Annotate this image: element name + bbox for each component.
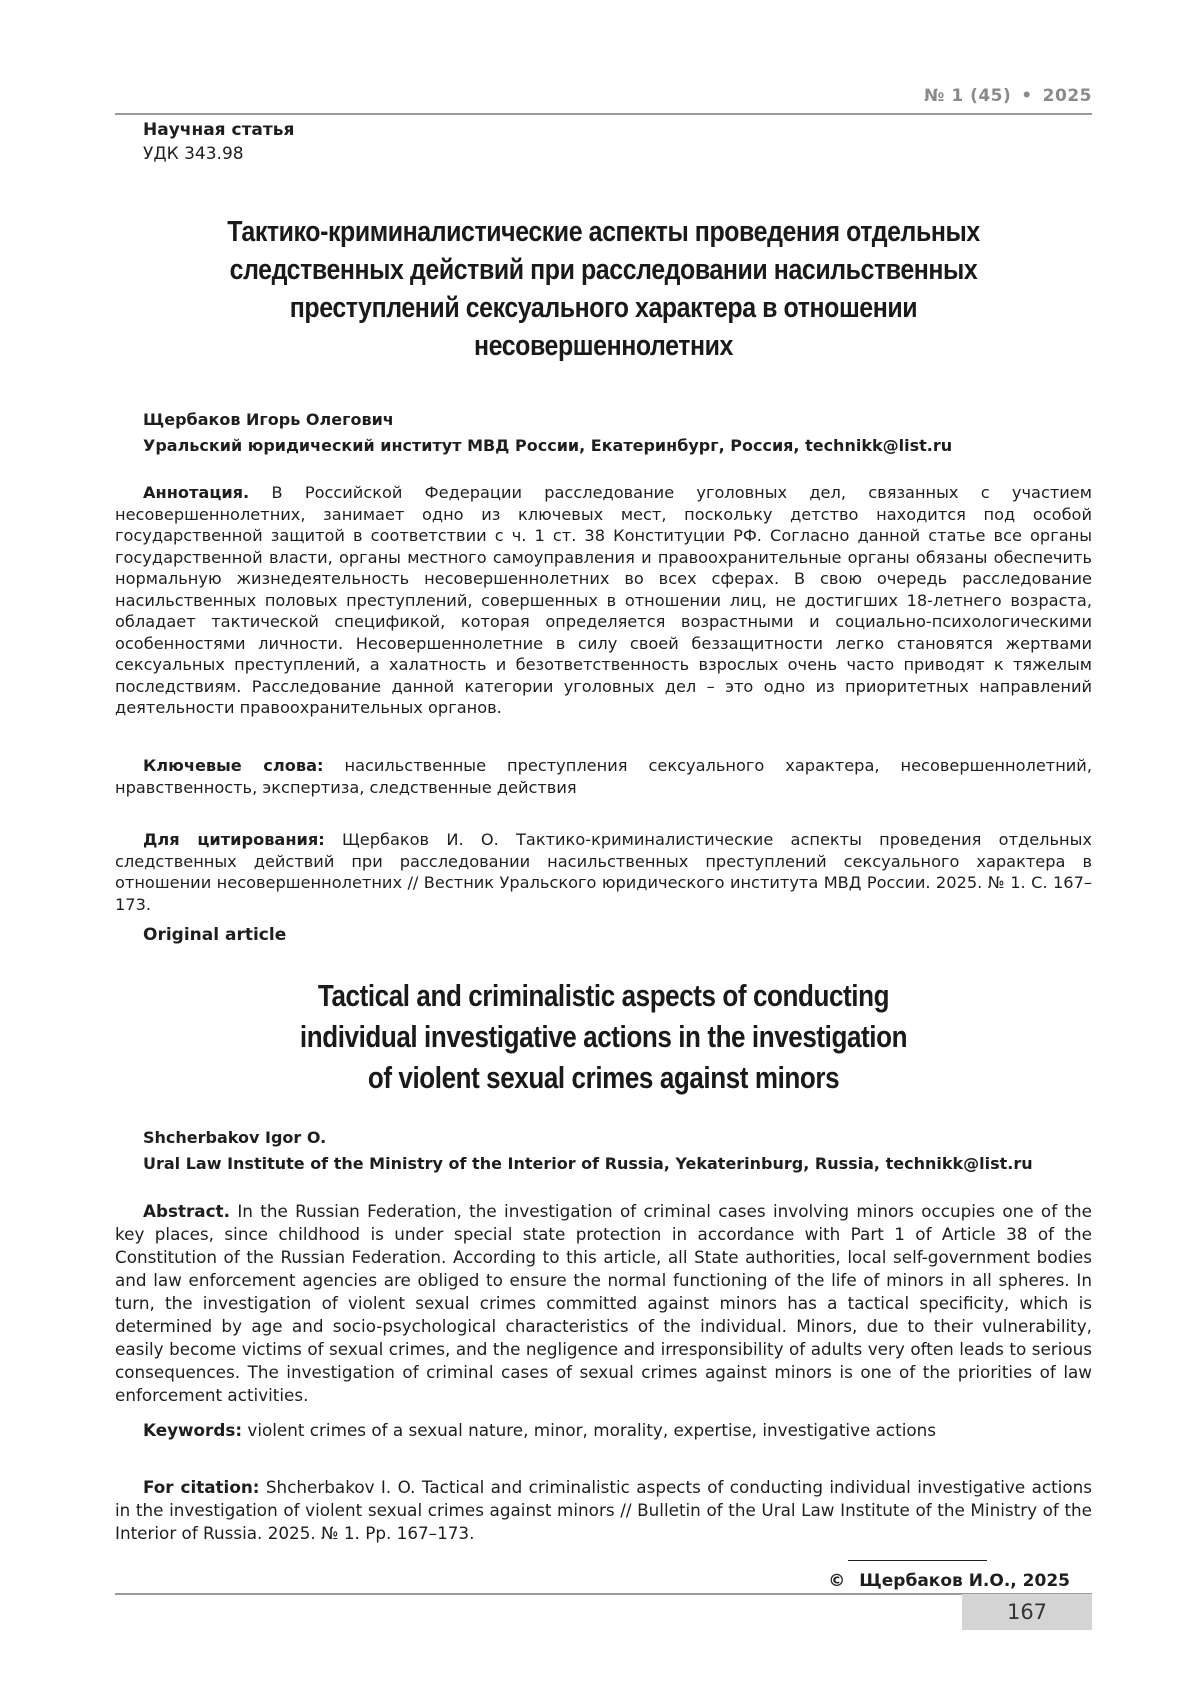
keywords-ru-text: насильственные преступления сексуального характера, несовершеннолетний, нравственность, экспертиза, следственные действия [115,756,1092,797]
title-en-line: of violent sexual crimes against minors [367,1060,840,1095]
udc-code: УДК 343.98 [143,144,244,164]
abstract-ru-label: Аннотация. [143,483,250,502]
copyright-notice [828,1571,1070,1591]
author-name-ru: Щербаков Игорь Олегович [143,410,394,429]
citation-en [115,1476,1092,1545]
keywords-ru [115,755,1092,798]
affiliation-en: Ural Law Institute of the Ministry of the Interior of Russia, Yekaterinburg, Russia, technikk@list.ru [143,1154,1033,1173]
citation-ru [115,829,1092,915]
title-en-line: Tactical and criminalistic aspects of conducting [317,978,890,1013]
keywords-en [115,1419,1092,1442]
abstract-en-text: In the Russian Federation, the investigation of criminal cases involving minors occupies one of the key places, since childhood is under special state protection in accordance with Part 1 of Article 38 of the Constitution of the Russian Federation. According to this article, all State authorities, local self-government bodies and law enforcement agencies are obliged to ensure the normal functioning of the life of minors in all spheres. In turn, the investigation of violent sexual crimes committed against minors has a tactical specificity, which is determined by age and socio-psychological characteristics of the individual. Minors, due to their vulnerability, easily become victims of sexual crimes, and the negligence and irresponsibility of adults very often leads to serious consequences. The investigation of criminal cases of sexual crimes against minors is one of the priorities of law enforcement activities. [115,1201,1092,1405]
copyright-icon: © [828,1571,846,1591]
citation-en-label: For citation: [143,1477,260,1497]
issue-header [924,86,1092,106]
footnote-divider [848,1560,987,1561]
citation-ru-label: Для цитирования: [143,830,325,849]
title-en [193,975,1014,1098]
abstract-ru [115,482,1092,719]
title-ru-line: несовершеннолетних [473,330,734,362]
copyright-text: Щербаков И.О., 2025 [859,1571,1070,1591]
header-separator: • [1021,86,1033,106]
issue-number: № 1 (45) [923,86,1012,106]
citation-ru-text: Щербаков И. О. Тактико-криминалистические аспекты проведения отдельных следственных действий при расследовании насильственных преступлений сексуального характера в отношении несовершеннолетних // Вестник Уральского юридического института МВД России. 2025. № 1. С. 167–173. [115,830,1092,914]
abstract-ru-text: В Российской Федерации расследование уголовных дел, связанных с участием несовершеннолетних, занимает одно из ключевых мест, поскольку детство находится под особой государственной защитой в соответствии с ч. 1 ст. 38 Конституции РФ. Согласно данной статье все органы государственной власти, органы местного самоуправления и правоохранительные органы обязаны обеспечить нормальную жизнедеятельность несовершеннолетних во всех сферах. В свою очередь расследование насильственных половых преступлений, совершенных в отношении лиц, не достигших 18-летнего возраста, обладает тактической спецификой, которая определяется возрастными и социально-психологическими особенностями личности. Несовершеннолетние в силу своей беззащитности легко становятся жертвами сексуальных преступлений, а халатность и безответственность взрослых очень часто приводят к тяжелым последствиям. Расследование данной категории уголовных дел – это одно из приоритетных направлений деятельности правоохранительных органов. [115,483,1092,717]
title-ru-line: преступлений сексуального характера в отношении [289,292,918,324]
abstract-en-label: Abstract. [143,1201,230,1221]
title-ru [183,213,1023,365]
article-type-ru: Научная статья [143,120,295,140]
affiliation-ru: Уральский юридический институт МВД России, Екатеринбург, Россия, technikk@list.ru [143,436,953,455]
author-name-en: Shcherbakov Igor O. [143,1128,327,1147]
title-ru-line: следственных действий при расследовании насильственных [229,254,978,286]
citation-en-text: Shcherbakov I. O. Tactical and criminalistic aspects of conducting individual investigative actions in the investigation of violent sexual crimes against minors // Bulletin of the Ural Law Institute of the Ministry of the Interior of Russia. 2025. № 1. Pp. 167–173. [115,1477,1092,1543]
page-number: 167 [962,1594,1092,1630]
article-type-en: Original article [143,925,287,945]
title-ru-line: Тактико-криминалистические аспекты проведения отдельных [227,216,980,248]
header-divider [115,113,1092,115]
abstract-en [115,1200,1092,1407]
issue-year: 2025 [1042,86,1092,106]
keywords-en-text: violent crimes of a sexual nature, minor, morality, expertise, investigative actions [247,1420,937,1440]
title-en-line: individual investigative actions in the investigation [299,1019,908,1054]
footer-divider [115,1593,1092,1595]
keywords-ru-label: Ключевые слова: [143,756,324,775]
keywords-en-label: Keywords: [143,1420,243,1440]
